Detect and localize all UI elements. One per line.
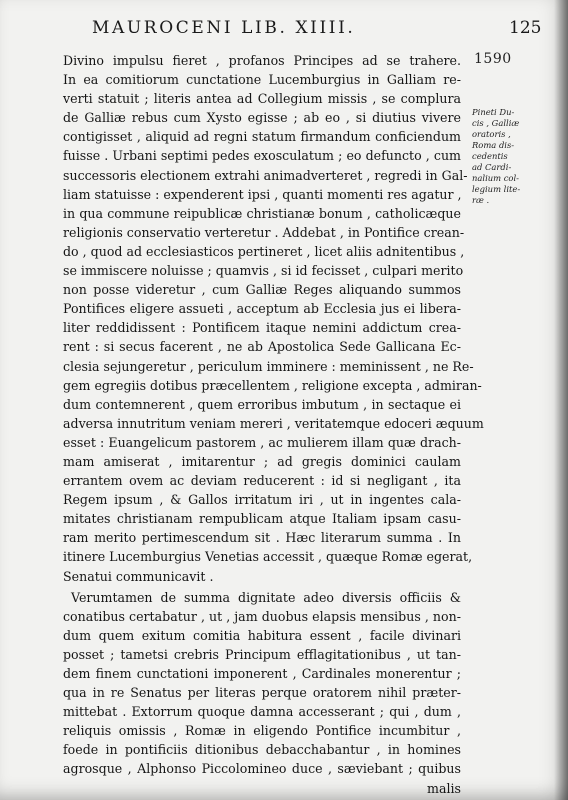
running-header (92, 18, 542, 38)
text-line: Verumtamen de summa dignitate adeo diversis officiis & (71, 589, 461, 605)
text-line: qua in re Senatus per literas perque oratorem nihil præter- (63, 685, 461, 701)
text-line: gem egregiis dotibus præcellentem , religione excepta , admiran- (63, 377, 482, 393)
margin-note-line: cedentis (472, 151, 508, 161)
margin-note-line: ræ . (472, 195, 490, 205)
text-line: clesia sejungeretur , periculum imminere : meminissent , ne Re- (63, 358, 474, 374)
text-line: se immiscere noluisse ; quamvis , si id fecisset , culpari merito (63, 263, 464, 279)
text-line: agrosque , Alphonso Piccolomineo duce , sæviebant ; quibus (63, 761, 461, 777)
text-line: contigisset , aliquid ad regni statum firmandum conficiendum (63, 129, 461, 145)
text-line: dum quem exitum comitia habitura essent , facile divinari (63, 627, 461, 643)
margin-note-line: ad Cardi- (472, 162, 512, 172)
margin-note-line: legium lite- (472, 184, 521, 194)
text-line: de Galliæ rebus cum Xysto egisse ; ab eo , si diutius vivere (63, 110, 461, 126)
text-line: Regem ipsum , & Gallos irritatum iri , ut in ingentes cala- (63, 492, 461, 508)
paragraph-1 (63, 51, 484, 586)
text-line: esset : Euangelicum pastorem , ac mulierem illam quæ drach- (63, 434, 461, 450)
text-line: verti statuit ; literis antea ad Collegium missis , se complura (63, 91, 461, 107)
text-line: religionis conservatio verteretur . Addebat , in Pontifice crean- (63, 224, 465, 240)
marginal-note (472, 107, 538, 206)
margin-note-line: nalium col- (472, 173, 519, 183)
text-line: rent : si secus facerent , ne ab Apostolica Sede Gallicana Ec- (63, 339, 461, 355)
text-line: do , quod ad ecclesiasticos pertineret , licet aliis adnitentibus , (63, 243, 465, 259)
text-line: mittebat . Extorrum quoque damna accesserant ; qui , dum , (63, 704, 461, 720)
text-line: In ea comitiorum cunctatione Lucemburgius in Galliam re- (63, 72, 461, 88)
text-line: foede in pontificiis ditionibus debacchabantur , in homines (63, 742, 461, 758)
margin-note-line: Roma dis- (472, 140, 515, 150)
text-line: Senatui communicavit . (63, 568, 214, 584)
body-text (63, 51, 484, 798)
page-number: 125 (509, 18, 542, 38)
text-line: itinere Lucemburgius Venetias accessit , quæque Romæ egerat, (63, 549, 473, 565)
text-line: fuisse . Urbani septimi pedes exosculatum ; eo defuncto , cum (63, 148, 461, 164)
text-line: in qua commune reipublicæ christianæ bonum , catholicæque (63, 205, 461, 221)
text-line: successoris electionem extrahi animadverteret , regredi in Gal- (63, 167, 468, 183)
text-line: non posse videretur , cum Galliæ Reges aliquando summos (63, 282, 461, 298)
text-line: conatibus certabatur , ut , jam duobus elapsis mensibus , non- (63, 608, 461, 624)
text-line: Divino impulsu fieret , profanos Principes ad se trahere. (63, 53, 461, 68)
margin-note-line: cis , Galliæ (472, 118, 520, 128)
margin-year: 1590 (474, 51, 512, 67)
running-title: MAUROCENI LIB. XIIII. (92, 18, 356, 38)
text-line: adversa innutritum veniam mereri , veritatemque edoceri æquum (63, 415, 484, 431)
text-line: dum contemnerent , quem erroribus imbutum , in sectaque ei (63, 396, 461, 412)
margin-note-line: Pineti Du- (472, 107, 515, 117)
text-line: Pontifices eligere assueti , acceptum ab Ecclesia jus ei libera- (63, 301, 461, 317)
text-line: errantem ovem ac deviam reducerent : id si negligant , ita (63, 473, 461, 489)
text-line: liam statuisse : expenderent ipsi , quanti momenti res agatur , (63, 186, 462, 202)
catchword: malis (427, 780, 461, 796)
text-line: mam amiserat , imitarentur ; ad gregis dominici caulam (63, 453, 461, 469)
paragraph-2 (63, 588, 461, 798)
text-line: ram merito pertimescendum sit . Hæc literarum summa . In (63, 530, 461, 546)
margin-note-line: oratoris , (472, 129, 511, 139)
text-line: dem finem cunctationi imponerent , Cardinales monerentur ; (63, 666, 461, 681)
text-line: mitates christianam rempublicam atque Italiam ipsam casu- (63, 511, 461, 527)
text-line: posset ; tametsi crebris Principum efflagitationibus , ut tan- (63, 646, 461, 662)
text-line: liter reddidissent : Pontificem itaque nemini addictum crea- (63, 320, 461, 336)
text-line: reliquis omissis , Romæ in eligendo Pontifice incumbitur , (63, 723, 461, 739)
